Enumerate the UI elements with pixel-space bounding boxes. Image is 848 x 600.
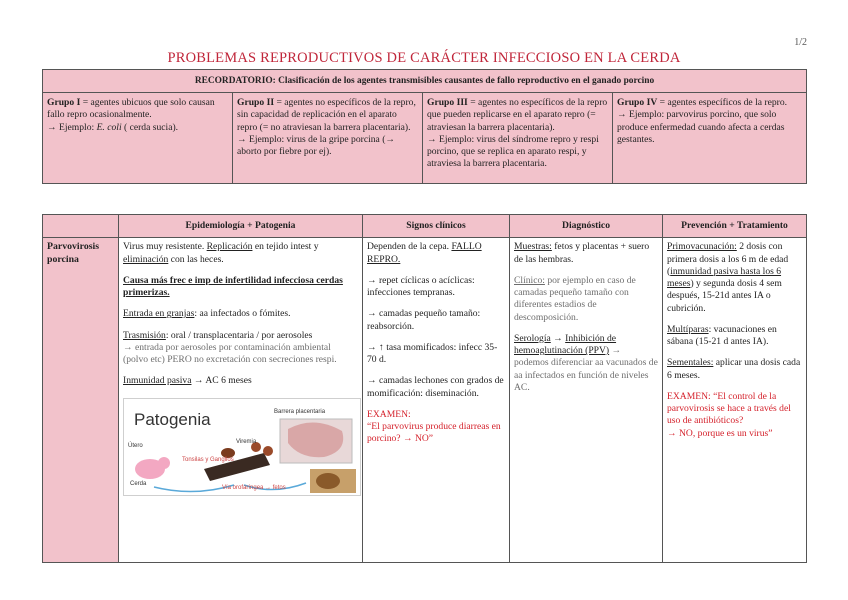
group-4-text: = agentes específicos de la repro. [657,97,788,109]
diag-text: Muestras: [514,241,552,253]
pathogenesis-image-title: Patogenia [134,409,211,429]
signs-text: → repet cíclicas o acíclicas: infecciones tempranas. [367,274,475,299]
group-3-cell [423,93,613,184]
signs-exam-label: EXAMEN: [367,408,411,420]
group-1-example-italic: E. coli [96,121,122,133]
group-1-text: = agentes ubicuos que solo causan fallo repro ocasionalmente. [47,97,215,121]
prev-exam: EXAMEN: “El control de la parvovirosis se hace a través del uso de antibióticos? [667,390,791,427]
epi-text: Trasmisión [123,329,166,341]
diag-text: por ejemplo en caso de camadas pequeño tamaño con diferentes estadios de descomposición. [514,274,636,323]
header-prevention: Prevención + Tratamiento [663,215,807,238]
reminder-table [42,69,807,184]
label-pig: Cerda [130,480,147,487]
group-4-example: → Ejemplo: parvovirus porcino, que solo produce enfermedad cuando afecta a cerdas gestantes. [617,109,785,145]
epi-text: en tejido intest y [252,241,319,253]
group-3-example: → Ejemplo: virus del síndrome repro y respi porcino, que se replica en aparato respi, y atraviesa la barrera placentaria. [427,133,599,170]
prev-text: ) y segunda dosis 4 sem después, 15-21d antes IA o cubrición. [667,278,782,314]
diagnosis-cell [510,238,663,563]
epi-transmission-note: → entrada por aerosoles por contaminación ambiental (polvo etc) PERO no excretación con secreciones respi. [123,341,337,366]
diag-text: → [550,332,566,344]
reminder-header: RECORDATORIO: Clasificación de los agentes transmisibles causantes de fallo reproductivo en el ganado porcino [43,70,807,93]
epidemiology-cell [119,238,363,563]
group-1-example-suffix: ( cerda sucia). [121,121,179,133]
prev-text: inmunidad pasiva hasta los 6 meses [667,265,782,290]
document-title: PROBLEMAS REPRODUCTIVOS DE CARÁCTER INFECCIOSO EN LA CERDA [167,50,681,66]
prev-text: Multíparas [667,323,709,335]
epi-text: Virus muy resistente. [123,241,207,253]
prevention-cell [663,238,807,563]
epi-text: → AC 6 meses [191,375,252,387]
epi-text: Entrada en granjas [123,308,195,320]
epi-text: Inmunidad pasiva [123,375,192,387]
group-4-name: Grupo IV [617,97,658,109]
label-viremia: Viremia [236,438,257,445]
epi-text: con las heces. [168,253,224,265]
diag-text: Clínico: [514,274,545,286]
header-clinical-signs: Signos clínicos [363,215,510,238]
group-1-name: Grupo I [47,97,81,109]
signs-text: FALLO REPRO. [367,241,482,265]
diag-text: Inhibición de hemoaglutinación (PPV) [514,332,617,357]
label-uterus: Útero [128,442,143,449]
signs-text: → ↑ tasa momificados: infecc 35-70 d. [367,341,498,366]
row-label: Parvovirosis porcina [43,238,119,563]
group-3-text: = agentes no específicos de la repro que pueden replicarse en el aparato repro (= atraviesan la barrera placentaria). [427,97,608,133]
clinical-signs-cell [363,238,510,563]
signs-text: → camadas pequeño tamaño: reabsorción. [367,308,481,332]
prev-text: Sementales: [667,357,714,369]
header-diagnosis: Diagnóstico [510,215,663,238]
prev-text: Primovacunación: [667,241,737,253]
signs-text: Dependen de la cepa. [367,241,452,253]
group-2-cell [233,93,423,184]
prev-text: : vacunaciones en sábana (15-21 d antes IA). [667,323,777,348]
label-placenta: Barrera placentaria [274,408,326,415]
group-2-text: = agentes no específicos de la repro, sin capacidad de replicación en el aparato repro (= no atraviesan la barrera placentaria). [237,97,416,133]
prev-text: 2 dosis con primera dosis a los 6 m de edad ( [667,241,789,277]
group-4-cell [613,93,807,184]
prev-exam-answer: → NO, porque es un virus” [667,427,773,439]
group-2-name: Grupo II [237,97,275,109]
group-2-example: → Ejemplo: virus de la gripe porcina (→ aborto por fiebre por ej). [237,133,395,158]
diag-text: Serología [514,332,551,344]
header-empty [43,215,119,238]
header-epidemiology: Epidemiología + Patogenia [119,215,363,238]
disease-table [42,214,807,563]
diag-text: → podemos diferenciar aa vacunados de aa infectados en función de niveles AC. [514,345,658,393]
epi-text: : oral / transplacentaria / por aerosoles [165,329,313,341]
epi-text: eliminación [123,253,169,265]
prev-text: aplicar una dosis cada 6 meses. [667,357,801,381]
epi-key-fact: Causa más frec e imp de infertilidad infecciosa cerdas primerizas. [123,274,343,299]
group-1-example-prefix: → Ejemplo: [47,121,97,133]
diag-text: fetos y placentas + suero de las hembras. [514,241,650,265]
signs-text: → camadas lechones con grados de momificación: diseminación. [367,375,504,399]
label-tonsils: Tonsilas y Ganglios [182,456,234,463]
label-arrow: Vía orofaríngea → fetos [222,484,286,491]
page-number: 1/2 [794,37,807,48]
signs-exam-text: “El parvovirus produce diarreas en porcino? → NO” [367,421,501,445]
epi-text: : aa infectados o fómites. [194,308,291,320]
group-1-cell [43,93,233,184]
group-3-name: Grupo III [427,97,468,109]
epi-text: Replicación [206,241,253,253]
pathogenesis-image [123,398,361,496]
